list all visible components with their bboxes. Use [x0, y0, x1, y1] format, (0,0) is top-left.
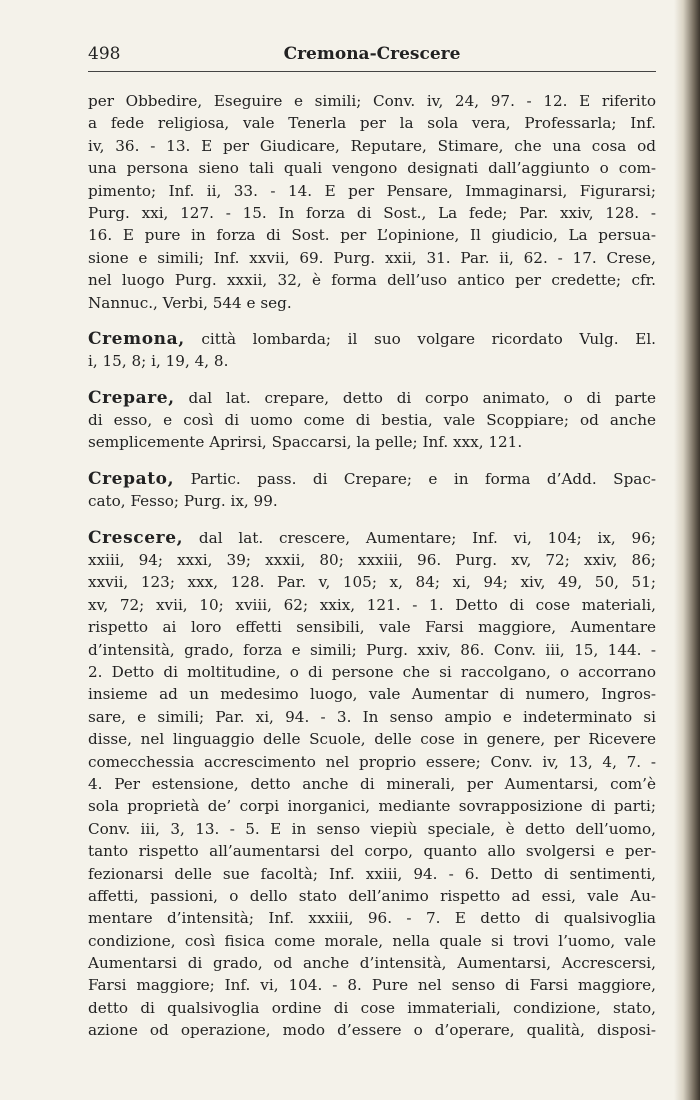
text-line: sola proprietà de’ corpi inorganici, mediante sovrapposizione di parti; [88, 797, 656, 816]
entry-text: dal lat. crepare, detto di corpo animato, o di parte [174, 388, 656, 407]
text-line: Aumentarsi di grado, od anche d’intensità, Aumentarsi, Accrescersi, [88, 954, 656, 973]
text-line: comecchessia accrescimento nel proprio essere; Conv. iv, 13, 4, 7. - [88, 752, 656, 771]
text-line: azione od operazione, modo d’essere o d’operare, qualità, disposi- [88, 1021, 656, 1040]
text-line: sare, e simili; Par. xi, 94. - 3. In senso ampio e indeterminato si [88, 707, 656, 726]
text-line: affetti, passioni, o dello stato dell’animo rispetto ad essi, vale Au- [88, 886, 656, 905]
text-line: Farsi maggiore; Inf. vi, 104. - 8. Pure nel senso di Farsi maggiore, [88, 976, 656, 995]
entry-text: Partic. pass. di Crepare; e in forma d’Add. Spac- [174, 469, 656, 488]
paragraph-credere-continued [88, 90, 656, 314]
text-line: xxiii, 94; xxxi, 39; xxxii, 80; xxxiii, 96. Purg. xv, 72; xxiv, 86; [88, 551, 656, 570]
text-line: insieme ad un medesimo luogo, vale Aumentar di numero, Ingros- [88, 685, 656, 704]
text-line [88, 527, 656, 549]
entry-cremona [88, 328, 656, 373]
page-header [88, 44, 656, 66]
text-line: mentare d’intensità; Inf. xxxiii, 96. - 7. E detto di qualsivoglia [88, 909, 656, 928]
entry-crepato [88, 468, 656, 513]
text-line: xv, 72; xvii, 10; xviii, 62; xxix, 121. - 1. Detto di cose materiali, [88, 595, 656, 614]
text-line: Nannuc., Verbi, 544 e seg. [88, 293, 292, 312]
text-line: 16. E pure in forza di Sost. per L’opinione, Il giudicio, La persua- [88, 226, 656, 245]
text-line: xxvii, 123; xxx, 128. Par. v, 105; x, 84; xi, 94; xiv, 49, 50, 51; [88, 573, 656, 592]
page-number: 498 [88, 44, 121, 64]
text-line: nel luogo Purg. xxxii, 32, è forma dell’uso antico per credette; cfr. [88, 271, 656, 290]
text-line: semplicemente Aprirsi, Spaccarsi, la pelle; Inf. xxx, 121. [88, 433, 523, 452]
text-line: fezionarsi delle sue facoltà; Inf. xxiii, 94. - 6. Detto di sentimenti, [88, 864, 656, 883]
headword: Crepato, [88, 468, 175, 489]
entry-text: città lombarda; il suo volgare ricordato Vulg. El. [184, 329, 656, 348]
text-line: tanto rispetto all’aumentarsi del corpo, quanto allo svolgersi e per- [88, 842, 656, 861]
entry-crepare [88, 387, 656, 454]
text-line: Purg. xxi, 127. - 15. In forza di Sost., La fede; Par. xxiv, 128. - [88, 203, 656, 222]
text-line: detto di qualsivoglia ordine di cose immateriali, condizione, stato, [88, 998, 656, 1017]
text-line: 4. Per estensione, detto anche di minerali, per Aumentarsi, com’è [88, 774, 656, 793]
text-line: una persona sieno tali quali vengono designati dall’aggiunto o com- [88, 159, 656, 178]
text-line: per Obbedire, Eseguire e simili; Conv. iv, 24, 97. - 12. E riferito [88, 92, 656, 110]
text-line: disse, nel linguaggio delle Scuole, delle cose in genere, per Ricevere [88, 730, 656, 749]
header-rule [88, 71, 656, 72]
text-line: Conv. iii, 3, 13. - 5. E in senso viepiù speciale, è detto dell’uomo, [88, 819, 656, 838]
text-line: 2. Detto di moltitudine, o di persone che si raccolgano, o accorrano [88, 662, 656, 681]
text-line: d’intensità, grado, forza e simili; Purg. xxiv, 86. Conv. iii, 15, 144. - [88, 640, 656, 659]
headword: Crepare, [88, 387, 175, 408]
text-line: a fede religiosa, vale Tenerla per la sola vera, Professarla; Inf. [88, 114, 656, 133]
text-line [88, 328, 656, 350]
text-line: iv, 36. - 13. E per Giudicare, Reputare, Stimare, che una cosa od [88, 136, 656, 155]
entry-crescere [88, 527, 656, 1042]
text-line: cato, Fesso; Purg. ix, 99. [88, 492, 278, 511]
running-head: Cremona-Crescere [283, 44, 461, 64]
text-line: i, 15, 8; i, 19, 4, 8. [88, 352, 229, 371]
text-line [88, 468, 656, 490]
headword: Cremona, [88, 328, 185, 349]
text-line: sione e simili; Inf. xxvii, 69. Purg. xxii, 31. Par. ii, 62. - 17. Crese, [88, 248, 656, 267]
headword: Crescere, [88, 527, 184, 548]
book-spine-shadow [674, 0, 700, 1100]
text-line: rispetto ai loro effetti sensibili, vale Farsi maggiore, Aumentare [88, 618, 656, 637]
text-line: condizione, così fisica come morale, nella quale si trovi l’uomo, vale [88, 931, 656, 950]
text-line: pimento; Inf. ii, 33. - 14. E per Pensare, Immaginarsi, Figurarsi; [88, 181, 656, 200]
body-text [88, 90, 656, 1042]
text-line [88, 387, 656, 409]
entry-text: dal lat. crescere, Aumentare; Inf. vi, 104; ix, 96; [183, 528, 656, 547]
text-line: di esso, e così di uomo come di bestia, vale Scoppiare; od anche [88, 411, 656, 430]
